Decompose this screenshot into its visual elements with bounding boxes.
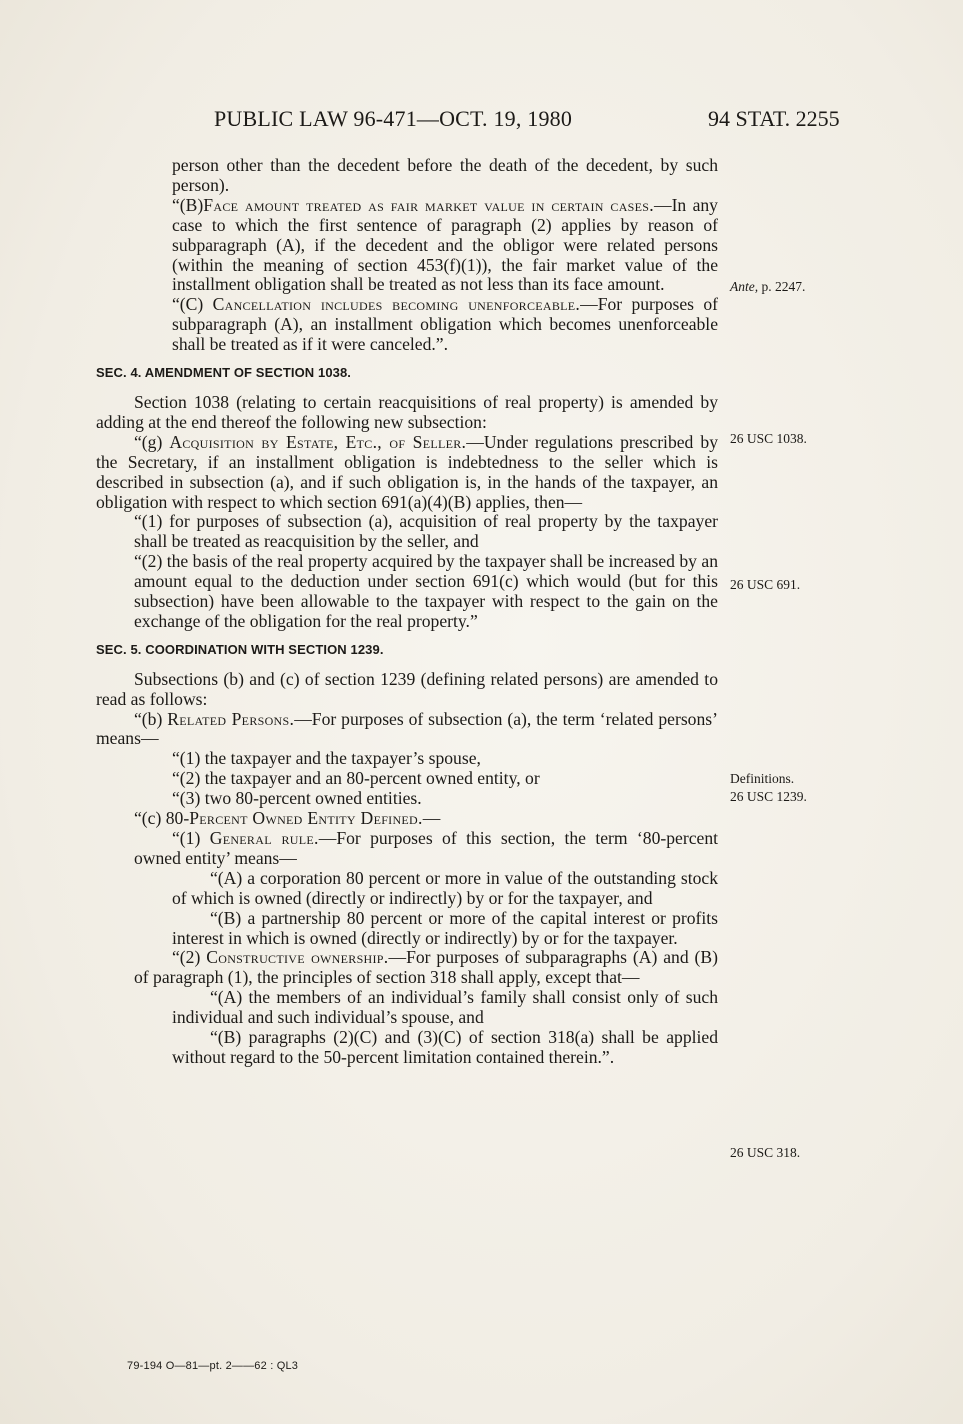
subsection-c-1-text: —For purposes of this section, the term ‘80-percent owned entity’ means— (134, 828, 718, 868)
subsection-c-1-label: “(1) (172, 828, 210, 848)
subsection-c (96, 809, 718, 829)
subsection-c-2-label: “(2) (172, 947, 207, 968)
subsection-g-2 (96, 552, 718, 632)
subsection-g-text: —Under regulations prescribed by the Secretary, if an installment obligation is indebtedness to the seller which is described in subsection (a), and if such obligation is, in the hands of the taxpayer, an obligation with respect to which section 691(a)(4)(B) applies, then— (96, 431, 718, 512)
subsection-g-1-text: “(1) for purposes of subsection (a), acquisition of real property by the taxpayer shall be treated as reacquisition by the seller, and (134, 511, 718, 552)
subparagraph-c (96, 295, 718, 355)
subparagraph-b-heading: Face amount treated as fair market value in certain cases. (203, 194, 654, 215)
subsection-g-2-text: “(2) the basis of the real property acquired by the taxpayer shall be increased by an amount equal to the deduction under section 691(c) which would (but for this subsection) have been allowable to the taxpayer with respect to the gain on the exchange of the obligation for the real property.” (134, 551, 718, 631)
subsection-c-1 (96, 829, 718, 869)
subparagraph-c-heading: Cancellation includes becoming unenforceable. (212, 294, 581, 315)
section-4-heading: SEC. 4. AMENDMENT OF SECTION 1038. (96, 365, 352, 381)
subsection-b-2: “(2) the taxpayer and an 80-percent owned entity, or (172, 768, 540, 789)
subsection-c-1-b: “(B) a partnership 80 percent or more of the capital interest or profits interest in which is owned (directly or indirectly) by or for the taxpayer. (172, 907, 718, 948)
running-title: PUBLIC LAW 96-471—OCT. 19, 1980 (214, 106, 573, 131)
subsection-b (96, 710, 718, 750)
subsection-c-1-a: “(A) a corporation 80 percent or more in value of the outstanding stock of which is owned (directly or indirectly) by or for the taxpayer, and (172, 867, 718, 908)
margin-note-usc-318: 26 USC 318. (730, 1145, 801, 1160)
stat-citation: 94 STAT. 2255 (708, 106, 840, 131)
subsection-g-label: “(g) (134, 431, 170, 452)
subsection-c-heading: Percent Owned Entity Defined. (189, 808, 423, 829)
subparagraph-b-label: “(B) (172, 194, 204, 215)
subsection-b-text: —For purposes of subsection (a), the term ‘related persons’ means— (96, 708, 718, 749)
paragraph-continuation: person other than the decedent before the death of the decedent, by such person). (172, 155, 718, 195)
section-5-heading: SEC. 5. COORDINATION WITH SECTION 1239. (96, 641, 384, 657)
print-code-footer: 79-194 O—81—pt. 2——62 : QL3 (127, 1360, 299, 1372)
subparagraph-c-label: “(C) (172, 294, 213, 315)
subsection-b-heading: Related Persons. (167, 708, 295, 729)
running-header (0, 106, 963, 136)
subparagraph-c-text: —For purposes of subparagraph (A), an installment obligation which becomes unenforceable shall be treated as if it were canceled.”. (172, 294, 718, 355)
subsection-g-heading: Acquisition by Estate, Etc., of Seller. (169, 431, 467, 452)
section-5-text: Subsections (b) and (c) of section 1239 (defining related persons) are amended to read as follows: (96, 668, 718, 709)
subsection-c-2 (96, 948, 718, 988)
subsection-b-label: “(b) (134, 708, 168, 729)
subsection-g-1 (96, 512, 718, 552)
subparagraph-b-text: —In any case to which the first sentence of paragraph (2) applies by reason of subparagraph (A), if the decedent and the obligor were related persons (within the meaning of section 453(f)(1)), the fair market value of the installment obligation shall be treated as not less than its face amount. (172, 194, 718, 295)
subsection-c-2-heading: Constructive ownership. (206, 947, 389, 968)
subsection-c-label: “(c) 80- (134, 808, 190, 829)
subparagraph-b (96, 196, 718, 296)
subsection-c-2-text: —For purposes of subparagraphs (A) and (B) of paragraph (1), the principles of section 318 shall apply, except that— (134, 947, 718, 988)
subsection-c-1-heading: General rule. (209, 828, 319, 848)
margin-note-ante-page: p. 2247. (758, 279, 806, 294)
margin-note-usc-691: 26 USC 691. (730, 577, 801, 592)
margin-note-ante (730, 278, 805, 295)
body-text (96, 156, 718, 1068)
margin-note-definitions: Definitions. (730, 771, 795, 786)
subsection-g (96, 433, 718, 513)
subsection-c-2-b: “(B) paragraphs (2)(C) and (3)(C) of section 318(a) shall be applied without regard to the 50-percent limitation contained therein.”. (172, 1027, 718, 1067)
subsection-b-3: “(3) two 80-percent owned entities. (172, 788, 422, 809)
margin-note-usc-1239: 26 USC 1239. (730, 789, 807, 804)
margin-note-usc-1038: 26 USC 1038. (730, 431, 807, 446)
subsection-c-2-a: “(A) the members of an individual’s family shall consist only of such individual and such individual’s spouse, and (172, 987, 718, 1028)
subsection-b-1: “(1) the taxpayer and the taxpayer’s spouse, (172, 748, 481, 769)
margin-note-ante-word: Ante, (730, 279, 759, 294)
subsection-c-dash: — (422, 808, 441, 829)
section-4-text: Section 1038 (relating to certain reacquisitions of real property) is amended by adding at the end thereof the following new subsection: (96, 391, 718, 432)
